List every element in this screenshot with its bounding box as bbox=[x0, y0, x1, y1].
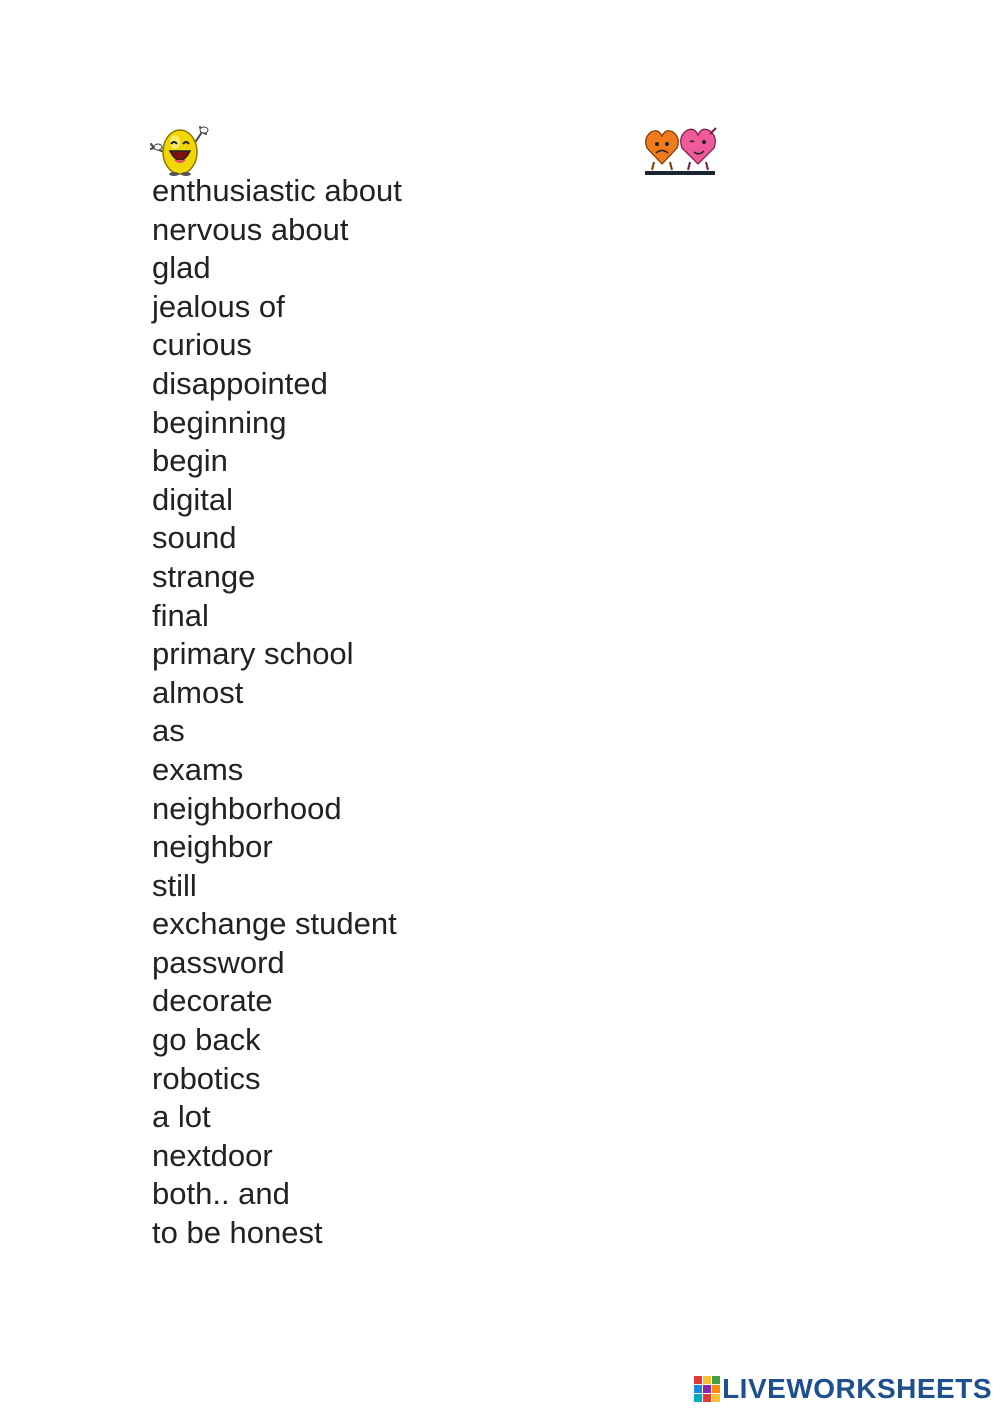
vocabulary-word: nervous about bbox=[152, 211, 349, 247]
vocabulary-word: disappointed bbox=[152, 365, 328, 401]
vocabulary-word: exams bbox=[152, 751, 244, 787]
brand-logo bbox=[694, 1373, 992, 1405]
vocabulary-word: jealous of bbox=[152, 288, 285, 324]
vocabulary-word: begin bbox=[152, 443, 228, 479]
vocabulary-word: go back bbox=[152, 1022, 261, 1058]
vocabulary-word: to be honest bbox=[152, 1215, 323, 1251]
vocabulary-word: neighborhood bbox=[152, 790, 342, 826]
vocabulary-word: beginning bbox=[152, 404, 287, 440]
vocabulary-word: enthusiastic about bbox=[152, 173, 402, 208]
vocabulary-word: robotics bbox=[152, 1060, 261, 1096]
vocabulary-word: final bbox=[152, 597, 209, 633]
liveworksheets-logo-icon bbox=[694, 1376, 720, 1402]
brand-name: LIVEWORKSHEETS bbox=[722, 1373, 992, 1404]
vocabulary-word: neighbor bbox=[152, 829, 273, 865]
vocabulary-word: a lot bbox=[152, 1099, 211, 1135]
vocabulary-word: curious bbox=[152, 327, 252, 363]
vocabulary-word: digital bbox=[152, 481, 233, 517]
vocabulary-word: primary school bbox=[152, 636, 354, 672]
two-hearts-icon bbox=[644, 124, 718, 176]
vocabulary-word: password bbox=[152, 944, 285, 980]
vocabulary-list bbox=[152, 172, 402, 1253]
vocabulary-word: still bbox=[152, 867, 197, 903]
vocabulary-word: almost bbox=[152, 674, 244, 710]
vocabulary-word: exchange student bbox=[152, 906, 397, 942]
vocabulary-word: as bbox=[152, 713, 185, 749]
excited-face-icon bbox=[150, 122, 210, 176]
vocabulary-word: strange bbox=[152, 558, 256, 594]
vocabulary-word: glad bbox=[152, 250, 211, 286]
vocabulary-word: nextdoor bbox=[152, 1137, 273, 1173]
vocabulary-word: sound bbox=[152, 520, 237, 556]
vocabulary-word: decorate bbox=[152, 983, 273, 1019]
vocabulary-word: both.. and bbox=[152, 1176, 290, 1212]
